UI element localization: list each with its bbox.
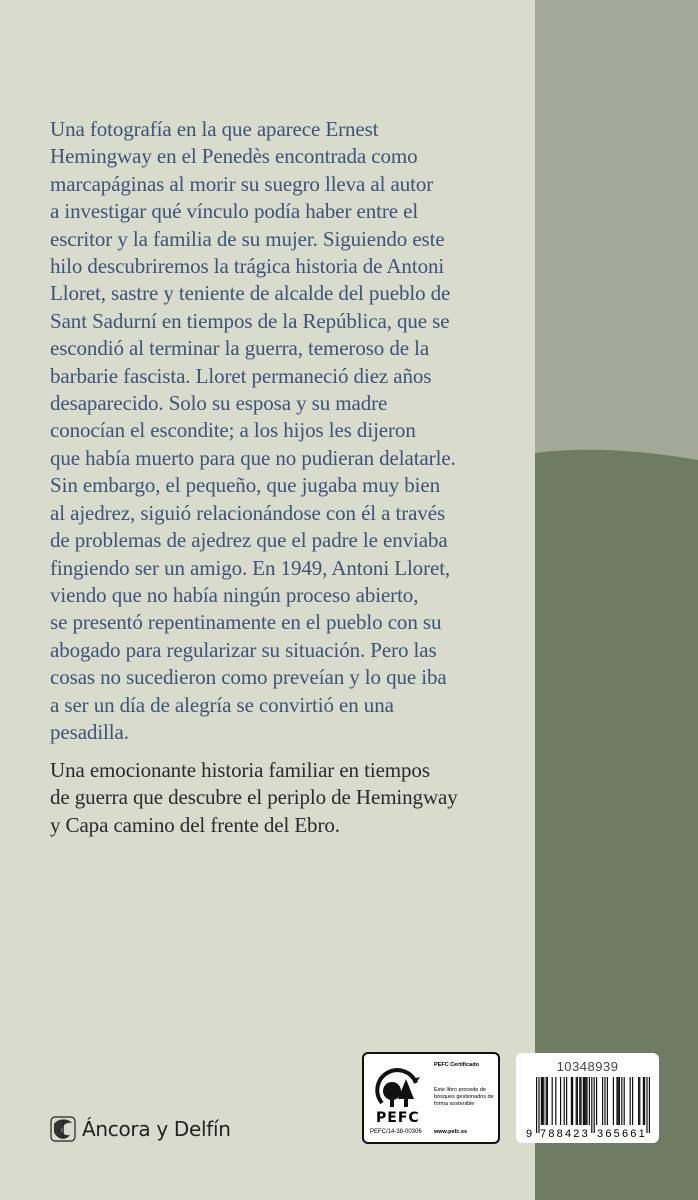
text-line: de problemas de ajedrez que el padre le enviaba: [50, 528, 448, 553]
text-line: Una emocionante historia familiar en tiempos: [50, 758, 430, 782]
barcode-bar: [571, 1077, 572, 1125]
pefc-title: PEFC Certificado: [434, 1062, 479, 1068]
barcode-bar: [584, 1077, 585, 1125]
text-line: abogado para regularizar su situación. Pero las: [50, 637, 437, 662]
barcode-bar: [646, 1077, 647, 1133]
publisher-name: Áncora y Delfín: [82, 1117, 231, 1141]
text-line: Lloret, sastre y teniente de alcalde del pueblo de: [50, 281, 451, 306]
barcode-bar: [577, 1077, 578, 1125]
barcode-bar: [564, 1077, 565, 1125]
text-line: cosas no sucedieron como preveían y lo que iba: [50, 665, 447, 690]
text-line: pesadilla.: [50, 719, 129, 744]
barcode-bar: [555, 1077, 556, 1125]
pefc-website: www.pefc.es: [434, 1129, 468, 1135]
barcode-bar: [604, 1077, 605, 1125]
barcode-bar: [638, 1077, 639, 1125]
barcode-bar: [580, 1077, 581, 1125]
cover-color-band: [535, 0, 698, 1200]
publisher-logo: [50, 1116, 231, 1142]
barcode-bar: [618, 1077, 619, 1125]
pefc-code: PEFC/14-38-00306: [370, 1129, 422, 1135]
text-line: a ser un día de alegría se convirtió en una: [50, 692, 394, 717]
barcode-bar: [607, 1077, 608, 1125]
barcode-bar: [589, 1077, 590, 1125]
barcode-bar: [649, 1077, 650, 1133]
barcode-bar: [579, 1077, 580, 1125]
barcode-bar: [543, 1077, 544, 1125]
dolphin-anchor-emblem-icon: [50, 1116, 76, 1142]
barcode-bar: [643, 1077, 644, 1125]
barcode-bar: [621, 1077, 622, 1125]
text-line: viendo que no había ningún proceso abierto,: [50, 582, 419, 607]
barcode-bar: [644, 1077, 645, 1125]
barcode-bar: [566, 1077, 567, 1125]
tagline-paragraph: [50, 757, 458, 839]
text-line: hilo descubriremos la trágica historia de Antoni: [50, 254, 445, 279]
isbn-barcode-label: [516, 1053, 659, 1143]
barcode-bar: [602, 1077, 603, 1125]
barcode-bar: [594, 1077, 595, 1133]
text-line: desaparecido. Solo su esposa y su madre: [50, 391, 388, 416]
barcode-bar: [585, 1077, 586, 1125]
barcode-digits: 788423: [540, 1128, 590, 1139]
text-line: de guerra que descubre el periplo de Hemingway: [50, 785, 458, 810]
barcode-bar: [572, 1077, 573, 1125]
text-line: Una fotografía en la que aparece Ernest: [50, 117, 379, 141]
text-line: Hemingway en el Penedès encontrada como: [50, 144, 418, 169]
barcode-bar: [624, 1077, 625, 1125]
text-line: Sin embargo, el pequeño, que jugaba muy bien: [50, 473, 441, 498]
barcode-bar: [639, 1077, 640, 1125]
text-line: escritor y la familia de su mujer. Siguiendo este: [50, 226, 445, 251]
text-line: al ajedrez, siguió relacionándose con él a través: [50, 500, 446, 525]
barcode-bar: [630, 1077, 631, 1125]
ean13-barcode: [524, 1077, 651, 1139]
internal-code: 10348939: [556, 1059, 619, 1074]
pefc-certification-label: [362, 1052, 500, 1144]
pefc-description: Este libro procede de bosques gestionados de forma sostenible: [434, 1087, 494, 1107]
barcode-bar: [613, 1077, 614, 1125]
barcode-bar: [547, 1077, 548, 1125]
barcode-digits: 9: [526, 1128, 535, 1139]
text-line: a investigar qué vínculo podía haber entre el: [50, 199, 419, 224]
barcode-digits: 365661: [597, 1128, 647, 1139]
barcode-bar: [560, 1077, 561, 1125]
text-line: Sant Sadurní en tiempos de la República, que se: [50, 308, 450, 333]
text-line: barbarie fascista. Lloret permaneció diez años: [50, 363, 432, 388]
barcode-bar: [542, 1077, 543, 1125]
barcode-bar: [591, 1077, 592, 1133]
barcode-bar: [583, 1077, 584, 1125]
synopsis-paragraph: [50, 116, 456, 746]
text-line: conocían el escondite; a los hijos les dijeron: [50, 418, 416, 443]
text-line: fingiendo ser un amigo. En 1949, Antoni Lloret,: [50, 555, 451, 580]
barcode-bar: [576, 1077, 577, 1125]
text-line: y Capa camino del frente del Ebro.: [50, 812, 340, 837]
barcode-bar: [541, 1077, 542, 1125]
pefc-wordmark: PEFC: [376, 1110, 420, 1126]
barcode-bar: [616, 1077, 617, 1125]
barcode-bar: [619, 1077, 620, 1125]
barcode-bar: [546, 1077, 547, 1125]
barcode-bar: [586, 1077, 587, 1125]
barcode-bar: [536, 1077, 537, 1133]
text-line: marcapáginas al morir su suegro lleva al autor: [50, 171, 434, 196]
text-line: que había muerto para que no pudieran delatarle.: [50, 445, 456, 470]
text-line: escondió al terminar la guerra, temeroso de la: [50, 336, 430, 361]
barcode-bar: [538, 1077, 539, 1133]
text-line: se presentó repentinamente en el pueblo con su: [50, 610, 442, 635]
barcode-bar: [552, 1077, 553, 1125]
barcode-bar: [632, 1077, 633, 1125]
barcode-bar: [596, 1077, 597, 1125]
